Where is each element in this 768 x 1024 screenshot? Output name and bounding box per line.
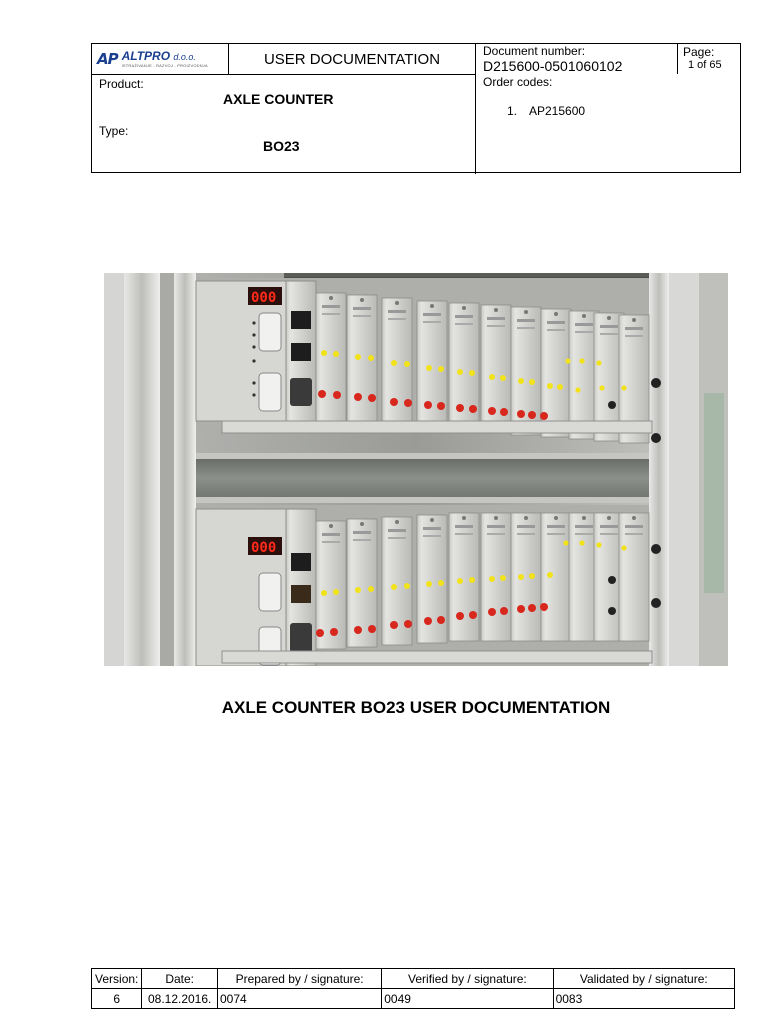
footer-header-row [92,969,735,989]
product-label: Product: [99,77,144,91]
page-value: 1 of 65 [688,59,722,71]
verified-by-header: Verified by / signature: [382,969,553,989]
module-display-upper: 000 [251,290,277,306]
verified-by-value: 0049 [382,989,553,1009]
type-value: BO23 [263,138,300,154]
validated-by-value: 0083 [553,989,734,1009]
order-code-item [507,104,585,118]
document-number-value: D215600-0501060102 [483,58,623,74]
equipment-rack-photo [104,273,728,666]
product-value: AXLE COUNTER [223,91,334,107]
revision-footer-table [91,968,735,1009]
order-code-value: AP215600 [529,104,586,118]
module-display-lower: 000 [251,540,277,556]
order-code-number: 1. [507,104,518,118]
rack-illustration [104,273,728,666]
company-logo [92,44,228,74]
document-header-table [91,43,741,173]
logo-tagline: ISTRAŽIVANJE - RAZVOJ - PROIZVODNJA [121,63,208,68]
logo-mark: AP [97,50,118,68]
document-type-title: USER DOCUMENTATION [263,50,441,68]
prepared-by-value: 0074 [217,989,381,1009]
document-number-label: Document number: [483,44,586,58]
logo-suffix: d.o.o. [173,52,196,62]
date-value: 08.12.2016. [142,989,218,1009]
version-header: Version: [92,969,142,989]
date-header: Date: [142,969,218,989]
validated-by-header: Validated by / signature: [553,969,734,989]
logo-name: ALTPRO [121,49,171,63]
page-label: Page: [683,45,715,59]
document-main-title: AXLE COUNTER BO23 USER DOCUMENTATION [221,698,611,717]
type-label: Type: [99,124,129,138]
footer-value-row [92,989,735,1009]
prepared-by-header: Prepared by / signature: [217,969,381,989]
version-value: 6 [92,989,142,1009]
order-codes-label: Order codes: [483,75,553,89]
